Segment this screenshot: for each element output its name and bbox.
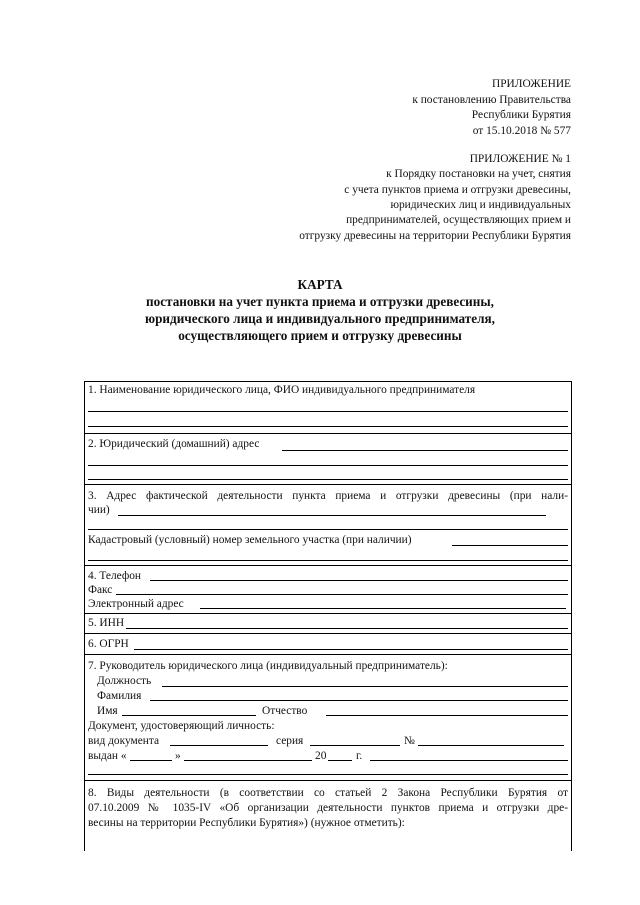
section-8-label-cont: весины на территории Республики Бурятия») (нужное отметить): [88, 817, 405, 829]
appendix-line: к Порядку постановки на учет, снятия [386, 168, 571, 180]
issued-label: выдан « [88, 750, 127, 762]
position-label: Должность [97, 675, 152, 687]
section-3-label: 3. Адрес фактической деятельности пункта приема и отгрузки древесины (при нали- [88, 490, 568, 502]
ogrn-label: 6. ОГРН [88, 638, 129, 650]
year-prefix: 20 [315, 750, 327, 762]
series-line[interactable] [310, 745, 400, 746]
fill-line[interactable] [88, 560, 568, 561]
section-2-label: 2. Юридический (домашний) адрес [88, 438, 260, 450]
section-divider [84, 613, 572, 614]
email-line[interactable] [200, 608, 566, 609]
document-title: КАРТА [297, 277, 343, 292]
position-line[interactable] [162, 686, 568, 687]
fill-line[interactable] [452, 545, 568, 546]
appendix-title: ПРИЛОЖЕНИЕ [491, 78, 571, 90]
section-divider [84, 484, 572, 485]
number-line[interactable] [418, 745, 564, 746]
document-subtitle: юридического лица и индивидуального предпринимателя, [145, 311, 495, 326]
cadastral-label: Кадастровый (условный) номер земельного участка (при наличии) [88, 534, 412, 546]
issued-day-line[interactable] [130, 760, 172, 761]
surname-label: Фамилия [97, 690, 142, 702]
fill-line[interactable] [118, 515, 546, 516]
appendix-line: с учета пунктов приема и отгрузки древесины, [344, 184, 571, 196]
number-label: № [404, 735, 415, 747]
fill-line[interactable] [88, 529, 568, 530]
section-3-label-cont: чии) [88, 504, 110, 516]
fill-line[interactable] [282, 450, 568, 451]
phone-label: 4. Телефон [88, 570, 142, 582]
appendix-date: от 15.10.2018 № 577 [472, 125, 571, 137]
patronymic-label: Отчество [262, 705, 308, 717]
doc-type-line[interactable] [170, 745, 268, 746]
section-7-label: 7. Руководитель юридического лица (индивидуальный предприниматель): [88, 660, 448, 672]
section-8-label-cont: 07.10.2009 № 1035-IV «Об организации деятельности пунктов приема и отгрузки дре- [88, 802, 568, 814]
issued-by-line[interactable] [370, 760, 568, 761]
appendix-line: Республики Бурятия [471, 109, 571, 121]
inn-line[interactable] [126, 628, 568, 629]
fill-line[interactable] [88, 426, 568, 427]
issued-month-line[interactable] [184, 760, 312, 761]
appendix-line: предпринимателей, осуществляющих прием и [346, 214, 571, 226]
issued-year-line[interactable] [328, 760, 352, 761]
document-subtitle: осуществляющего прием и отгрузку древесины [178, 328, 462, 343]
name-line[interactable] [122, 715, 256, 716]
name-label: Имя [97, 705, 118, 717]
appendix-line: к постановлению Правительства [412, 94, 571, 106]
inn-label: 5. ИНН [88, 617, 125, 629]
section-divider [84, 433, 572, 434]
section-divider [84, 654, 572, 655]
section-divider [84, 633, 572, 634]
section-divider [84, 565, 572, 566]
id-document-label: Документ, удостоверяющий личность: [88, 720, 275, 732]
section-8-label: 8. Виды деятельности (в соответствии со статьей 2 Закона Республики Бурятия от [88, 787, 568, 799]
quote-close: » [175, 750, 181, 762]
appendix-title: ПРИЛОЖЕНИЕ № 1 [469, 153, 571, 165]
section-1-label: 1. Наименование юридического лица, ФИО индивидуального предпринимателя [88, 384, 476, 396]
document-subtitle: постановки на учет пункта приема и отгрузки древесины, [146, 294, 494, 309]
section-divider [84, 780, 572, 781]
ogrn-line[interactable] [134, 649, 568, 650]
appendix-line: юридических лиц и индивидуальных [390, 199, 571, 211]
fax-line[interactable] [116, 594, 568, 595]
email-label: Электронный адрес [88, 598, 184, 610]
fill-line[interactable] [88, 479, 568, 480]
fill-line[interactable] [88, 774, 568, 775]
fill-line[interactable] [88, 411, 568, 412]
surname-line[interactable] [150, 700, 568, 701]
appendix-line: отгрузку древесины на территории Республики Бурятия [299, 230, 571, 242]
phone-line[interactable] [150, 580, 568, 581]
fax-label: Факс [88, 584, 113, 596]
doc-type-label: вид документа [88, 735, 160, 747]
patronymic-line[interactable] [326, 715, 568, 716]
fill-line[interactable] [88, 465, 568, 466]
series-label: серия [276, 735, 304, 747]
year-suffix: г. [356, 750, 363, 762]
